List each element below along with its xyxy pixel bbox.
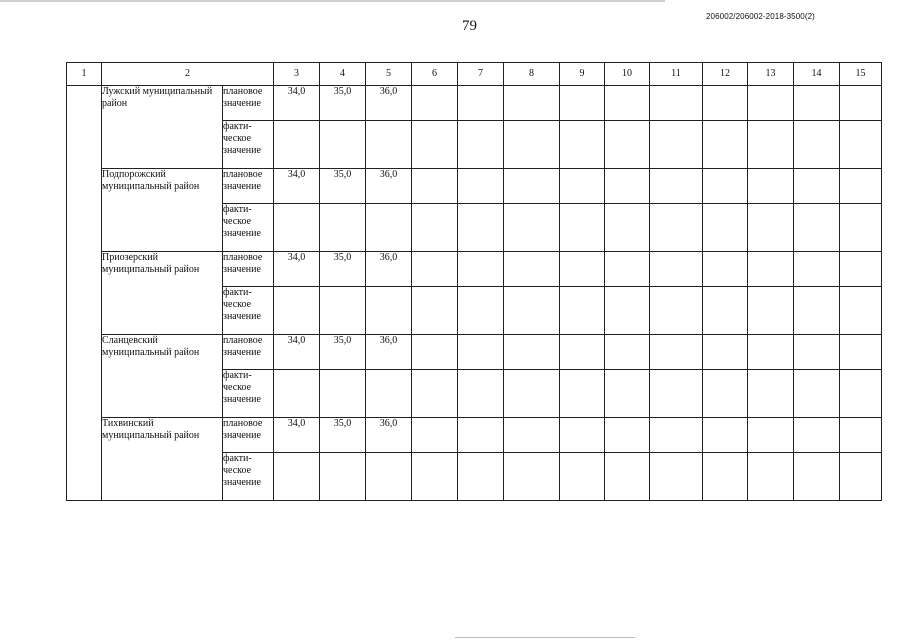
empty-cell	[840, 204, 882, 252]
scan-edge-top	[0, 0, 665, 2]
empty-cell	[605, 204, 650, 252]
column-header: 2	[102, 63, 274, 86]
column-header: 13	[748, 63, 794, 86]
empty-cell	[320, 287, 366, 335]
empty-cell	[366, 370, 412, 418]
empty-cell	[605, 169, 650, 204]
fact-label: факти-ческое значение	[223, 287, 274, 335]
empty-cell	[504, 252, 560, 287]
empty-cell	[274, 121, 320, 169]
empty-cell	[412, 335, 458, 370]
plan-value: 34,0	[274, 252, 320, 287]
empty-cell	[504, 418, 560, 453]
empty-cell	[840, 370, 882, 418]
empty-cell	[274, 370, 320, 418]
empty-cell	[412, 252, 458, 287]
plan-value: 34,0	[274, 418, 320, 453]
empty-cell	[560, 335, 605, 370]
page-number: 79	[462, 18, 477, 34]
fact-label: факти-ческое значение	[223, 204, 274, 252]
plan-value: 35,0	[320, 252, 366, 287]
plan-value: 35,0	[320, 418, 366, 453]
empty-cell	[703, 204, 748, 252]
fact-label: факти-ческое значение	[223, 453, 274, 501]
table-row-plan	[67, 86, 882, 121]
empty-cell	[650, 204, 703, 252]
district-name: Приозерский муниципальный район	[102, 252, 223, 335]
empty-cell	[504, 121, 560, 169]
plan-value: 35,0	[320, 335, 366, 370]
empty-cell	[748, 453, 794, 501]
plan-value: 35,0	[320, 169, 366, 204]
district-name: Тихвинский муниципальный район	[102, 418, 223, 501]
plan-value: 36,0	[366, 86, 412, 121]
empty-cell	[794, 335, 840, 370]
plan-label: плановое значение	[223, 169, 274, 204]
empty-cell	[703, 453, 748, 501]
empty-cell	[605, 418, 650, 453]
empty-cell	[458, 169, 504, 204]
empty-cell	[366, 204, 412, 252]
plan-value: 36,0	[366, 169, 412, 204]
empty-cell	[412, 204, 458, 252]
table-row-plan	[67, 252, 882, 287]
scan-edge-bottom	[455, 637, 635, 638]
empty-cell	[650, 418, 703, 453]
district-name: Лужский муниципальный район	[102, 86, 223, 169]
empty-cell	[703, 121, 748, 169]
empty-cell	[458, 418, 504, 453]
empty-cell	[605, 453, 650, 501]
empty-cell	[412, 169, 458, 204]
empty-cell	[458, 252, 504, 287]
table-row-plan	[67, 169, 882, 204]
empty-cell	[504, 287, 560, 335]
empty-cell	[320, 370, 366, 418]
empty-cell	[650, 453, 703, 501]
empty-cell	[458, 121, 504, 169]
empty-cell	[650, 252, 703, 287]
empty-cell	[504, 204, 560, 252]
fact-label: факти-ческое значение	[223, 370, 274, 418]
empty-cell	[320, 453, 366, 501]
empty-cell	[560, 121, 605, 169]
empty-cell	[274, 204, 320, 252]
empty-cell	[748, 418, 794, 453]
empty-cell	[703, 418, 748, 453]
column-header: 7	[458, 63, 504, 86]
plan-value: 34,0	[274, 169, 320, 204]
empty-cell	[412, 86, 458, 121]
empty-cell	[458, 370, 504, 418]
plan-value: 34,0	[274, 86, 320, 121]
empty-cell	[794, 418, 840, 453]
empty-cell	[560, 453, 605, 501]
empty-cell	[560, 204, 605, 252]
empty-cell	[504, 453, 560, 501]
empty-cell	[560, 169, 605, 204]
empty-cell	[840, 453, 882, 501]
column-header: 3	[274, 63, 320, 86]
empty-cell	[504, 169, 560, 204]
empty-cell	[412, 370, 458, 418]
empty-cell	[458, 86, 504, 121]
empty-cell	[320, 121, 366, 169]
empty-cell	[504, 370, 560, 418]
column-header: 6	[412, 63, 458, 86]
district-name: Подпорожский муниципальный район	[102, 169, 223, 252]
empty-cell	[320, 204, 366, 252]
empty-cell	[560, 252, 605, 287]
empty-cell	[412, 453, 458, 501]
empty-cell	[748, 370, 794, 418]
empty-cell	[703, 86, 748, 121]
empty-cell	[458, 204, 504, 252]
table-row-plan	[67, 335, 882, 370]
empty-cell	[794, 252, 840, 287]
empty-cell	[840, 169, 882, 204]
empty-cell	[748, 335, 794, 370]
empty-cell	[366, 453, 412, 501]
plan-value: 35,0	[320, 86, 366, 121]
empty-cell	[650, 335, 703, 370]
empty-cell	[605, 121, 650, 169]
empty-cell	[703, 370, 748, 418]
empty-cell	[605, 370, 650, 418]
empty-cell	[840, 287, 882, 335]
document-id: 206002/206002-2018-3500(2)	[706, 12, 815, 21]
empty-cell	[748, 287, 794, 335]
empty-cell	[412, 418, 458, 453]
empty-cell	[650, 287, 703, 335]
empty-cell	[794, 121, 840, 169]
empty-cell	[748, 121, 794, 169]
column-header: 12	[703, 63, 748, 86]
empty-cell	[748, 252, 794, 287]
empty-cell	[274, 287, 320, 335]
plan-label: плановое значение	[223, 335, 274, 370]
column-header: 11	[650, 63, 703, 86]
data-table	[66, 62, 882, 501]
empty-cell	[560, 86, 605, 121]
empty-cell	[560, 287, 605, 335]
empty-cell	[794, 86, 840, 121]
column-header: 15	[840, 63, 882, 86]
empty-cell	[840, 335, 882, 370]
empty-cell	[605, 287, 650, 335]
empty-cell	[412, 287, 458, 335]
empty-cell	[840, 252, 882, 287]
column-header: 5	[366, 63, 412, 86]
plan-value: 34,0	[274, 335, 320, 370]
empty-cell	[458, 453, 504, 501]
empty-cell	[504, 335, 560, 370]
empty-cell	[458, 287, 504, 335]
empty-cell	[650, 169, 703, 204]
column-header: 14	[794, 63, 840, 86]
district-name: Сланцевский муниципальный район	[102, 335, 223, 418]
empty-cell	[366, 121, 412, 169]
empty-cell	[504, 86, 560, 121]
column-header: 8	[504, 63, 560, 86]
plan-value: 36,0	[366, 252, 412, 287]
empty-cell	[748, 86, 794, 121]
empty-cell	[840, 418, 882, 453]
empty-cell	[560, 370, 605, 418]
fact-label: факти-ческое значение	[223, 121, 274, 169]
column-header: 4	[320, 63, 366, 86]
empty-cell	[366, 287, 412, 335]
empty-cell	[274, 453, 320, 501]
plan-label: плановое значение	[223, 418, 274, 453]
empty-cell	[703, 252, 748, 287]
empty-cell	[794, 204, 840, 252]
empty-cell	[650, 86, 703, 121]
empty-cell	[605, 252, 650, 287]
empty-cell	[794, 453, 840, 501]
table-row-plan	[67, 418, 882, 453]
empty-cell	[840, 121, 882, 169]
empty-cell	[794, 370, 840, 418]
empty-cell	[650, 370, 703, 418]
empty-cell	[703, 169, 748, 204]
empty-cell	[458, 335, 504, 370]
plan-label: плановое значение	[223, 86, 274, 121]
empty-cell	[605, 335, 650, 370]
empty-cell	[703, 287, 748, 335]
plan-value: 36,0	[366, 335, 412, 370]
empty-cell	[605, 86, 650, 121]
column-header: 10	[605, 63, 650, 86]
table-header-row	[67, 63, 882, 86]
column-header: 9	[560, 63, 605, 86]
plan-label: плановое значение	[223, 252, 274, 287]
row-number-cell	[67, 86, 102, 501]
empty-cell	[794, 287, 840, 335]
empty-cell	[840, 86, 882, 121]
plan-value: 36,0	[366, 418, 412, 453]
empty-cell	[748, 169, 794, 204]
empty-cell	[794, 169, 840, 204]
column-header: 1	[67, 63, 102, 86]
empty-cell	[703, 335, 748, 370]
empty-cell	[560, 418, 605, 453]
empty-cell	[650, 121, 703, 169]
empty-cell	[748, 204, 794, 252]
empty-cell	[412, 121, 458, 169]
